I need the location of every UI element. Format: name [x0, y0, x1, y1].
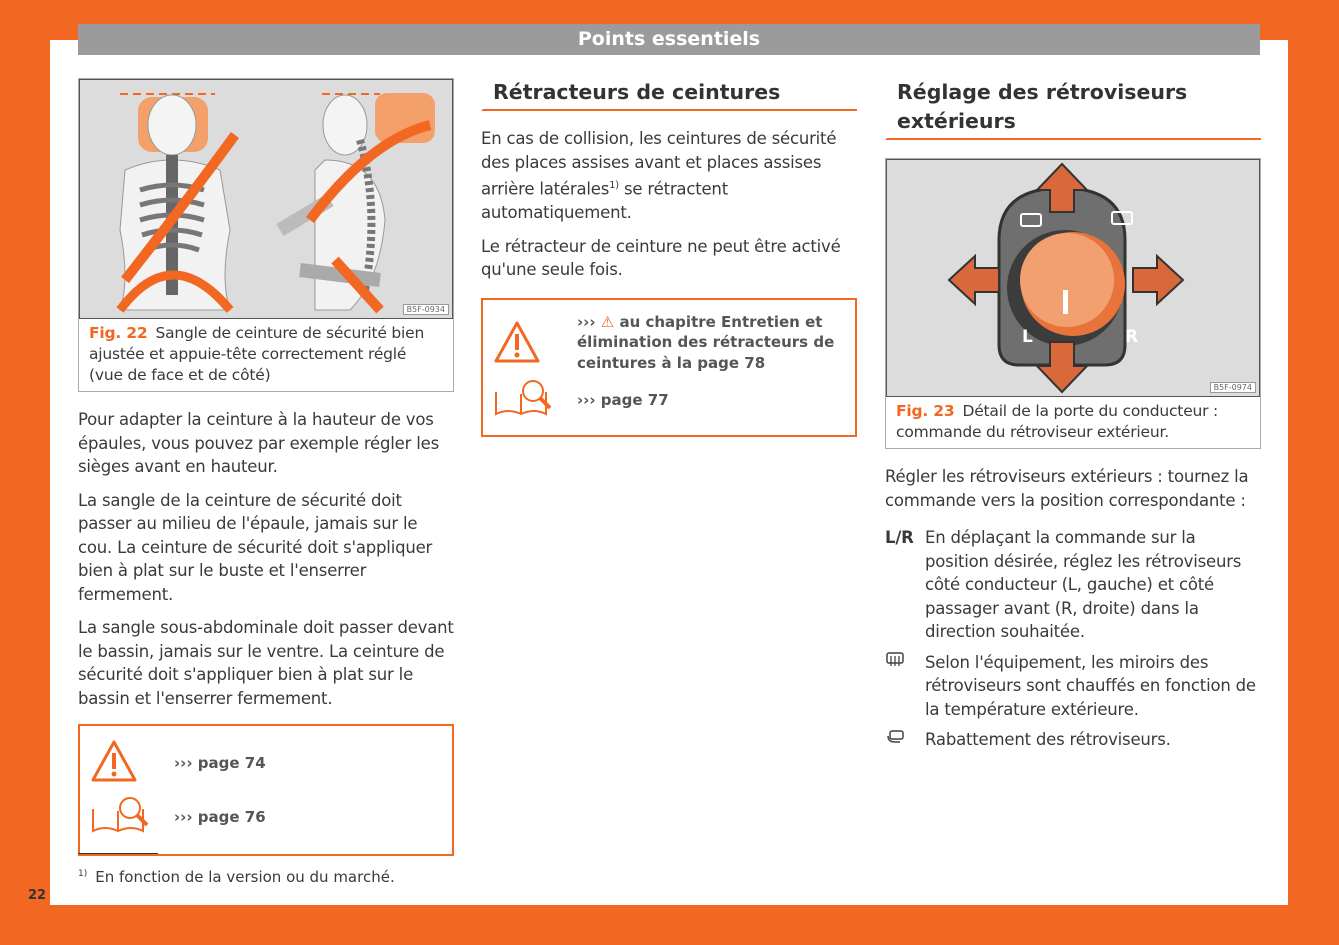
- knob-label-l: L: [1022, 327, 1033, 347]
- safety-notes-box: [78, 724, 454, 856]
- footnote-ref[interactable]: 1): [609, 180, 619, 191]
- page-reference-link[interactable]: ››› page 77: [577, 390, 669, 409]
- section-title: Réglage des rétroviseurs extérieurs: [885, 78, 1261, 140]
- definition-key: L/R: [885, 528, 914, 547]
- safety-notes-box: [481, 298, 857, 438]
- figure-22: [78, 78, 454, 392]
- paragraph: La sangle sous-abdominale doit passer devant le bassin, jamais sur le ventre. La ceinture de sécurité doit s'appliquer bien à plat sur le bassin et l'enserrer fermement.: [78, 618, 454, 708]
- definition-item: [885, 526, 1261, 644]
- figure-caption: [79, 319, 453, 391]
- definition-text: Rabattement des rétroviseurs.: [925, 730, 1171, 749]
- figure-23: [885, 158, 1261, 449]
- warning-icon: [90, 739, 174, 787]
- page-reference-link[interactable]: ››› page 74: [174, 753, 266, 772]
- definition-text: Selon l'équipement, les miroirs des rétroviseurs sont chauffés en fonction de la température extérieure.: [925, 652, 1256, 719]
- definition-item: [885, 728, 1261, 753]
- reference-text: au chapitre Entretien et élimination des rétracteurs de ceintures à la page 78: [577, 312, 835, 372]
- column-left: [78, 78, 454, 856]
- heated-mirror-icon: [885, 651, 925, 722]
- text: En cas de collision, les ceintures de sécurité des places assises avant et places assises arrière latérales: [481, 129, 837, 199]
- page-reference-link[interactable]: ››› page 76: [174, 807, 266, 826]
- paragraph: Pour adapter la ceinture à la hauteur de vos épaules, vous pouvez par exemple régler les sièges avant en hauteur.: [78, 410, 439, 476]
- figure-caption: [886, 397, 1260, 448]
- paragraph: [481, 127, 857, 225]
- figure-code: B5F-0934: [403, 304, 449, 315]
- figure-label: Fig. 23: [896, 402, 955, 420]
- footnote-divider: [78, 853, 158, 854]
- caption-text: Sangle de ceinture de sécurité bien ajustée et appuie-tête correctement réglé (vue de face et de côté): [89, 324, 425, 384]
- section-header: Points essentiels: [78, 24, 1260, 55]
- paragraph: La sangle de la ceinture de sécurité doit passer au milieu de l'épaule, jamais sur le cou. La ceinture de sécurité doit s'appliquer bien à plat sur le buste et l'enserrer fermement.: [78, 490, 433, 604]
- arrow-marker: ›››: [577, 312, 596, 331]
- paragraph: Le rétracteur de ceinture ne peut être activé qu'une seule fois.: [481, 236, 841, 279]
- mirror-control-illustration: [886, 159, 1260, 397]
- text: se rétractent automatiquement.: [481, 179, 728, 222]
- figure-label: Fig. 22: [89, 324, 148, 342]
- footnote: [78, 868, 395, 886]
- definition-text: En déplaçant la commande sur la position désirée, réglez les rétroviseurs côté conducteur (L, gauche) et côté passager avant (R, droite) dans la direction souhaitée.: [925, 528, 1242, 641]
- caption-text: Détail de la porte du conducteur : commande du rétroviseur extérieur.: [896, 402, 1219, 441]
- chapter-reference-link[interactable]: [577, 312, 845, 374]
- small-warning-icon: ⚠: [600, 312, 615, 331]
- footnote-text: En fonction de la version ou du marché.: [95, 868, 395, 886]
- paragraph: Régler les rétroviseurs extérieurs : tournez la commande vers la position correspondante :: [885, 467, 1249, 510]
- book-search-icon: [90, 795, 174, 839]
- fold-mirror-icon: [885, 728, 925, 753]
- footnote-mark: 1): [78, 869, 88, 879]
- column-right: [885, 78, 1261, 760]
- page-number: 22: [28, 888, 47, 903]
- seatbelt-illustration: [79, 79, 453, 319]
- knob-label-r: R: [1125, 327, 1139, 347]
- definition-item: [885, 651, 1261, 722]
- book-search-icon: [493, 378, 577, 422]
- figure-code: B5F-0974: [1210, 382, 1256, 393]
- column-middle: [481, 78, 857, 437]
- warning-icon: [493, 312, 577, 368]
- section-title: Rétracteurs de ceintures: [481, 78, 857, 111]
